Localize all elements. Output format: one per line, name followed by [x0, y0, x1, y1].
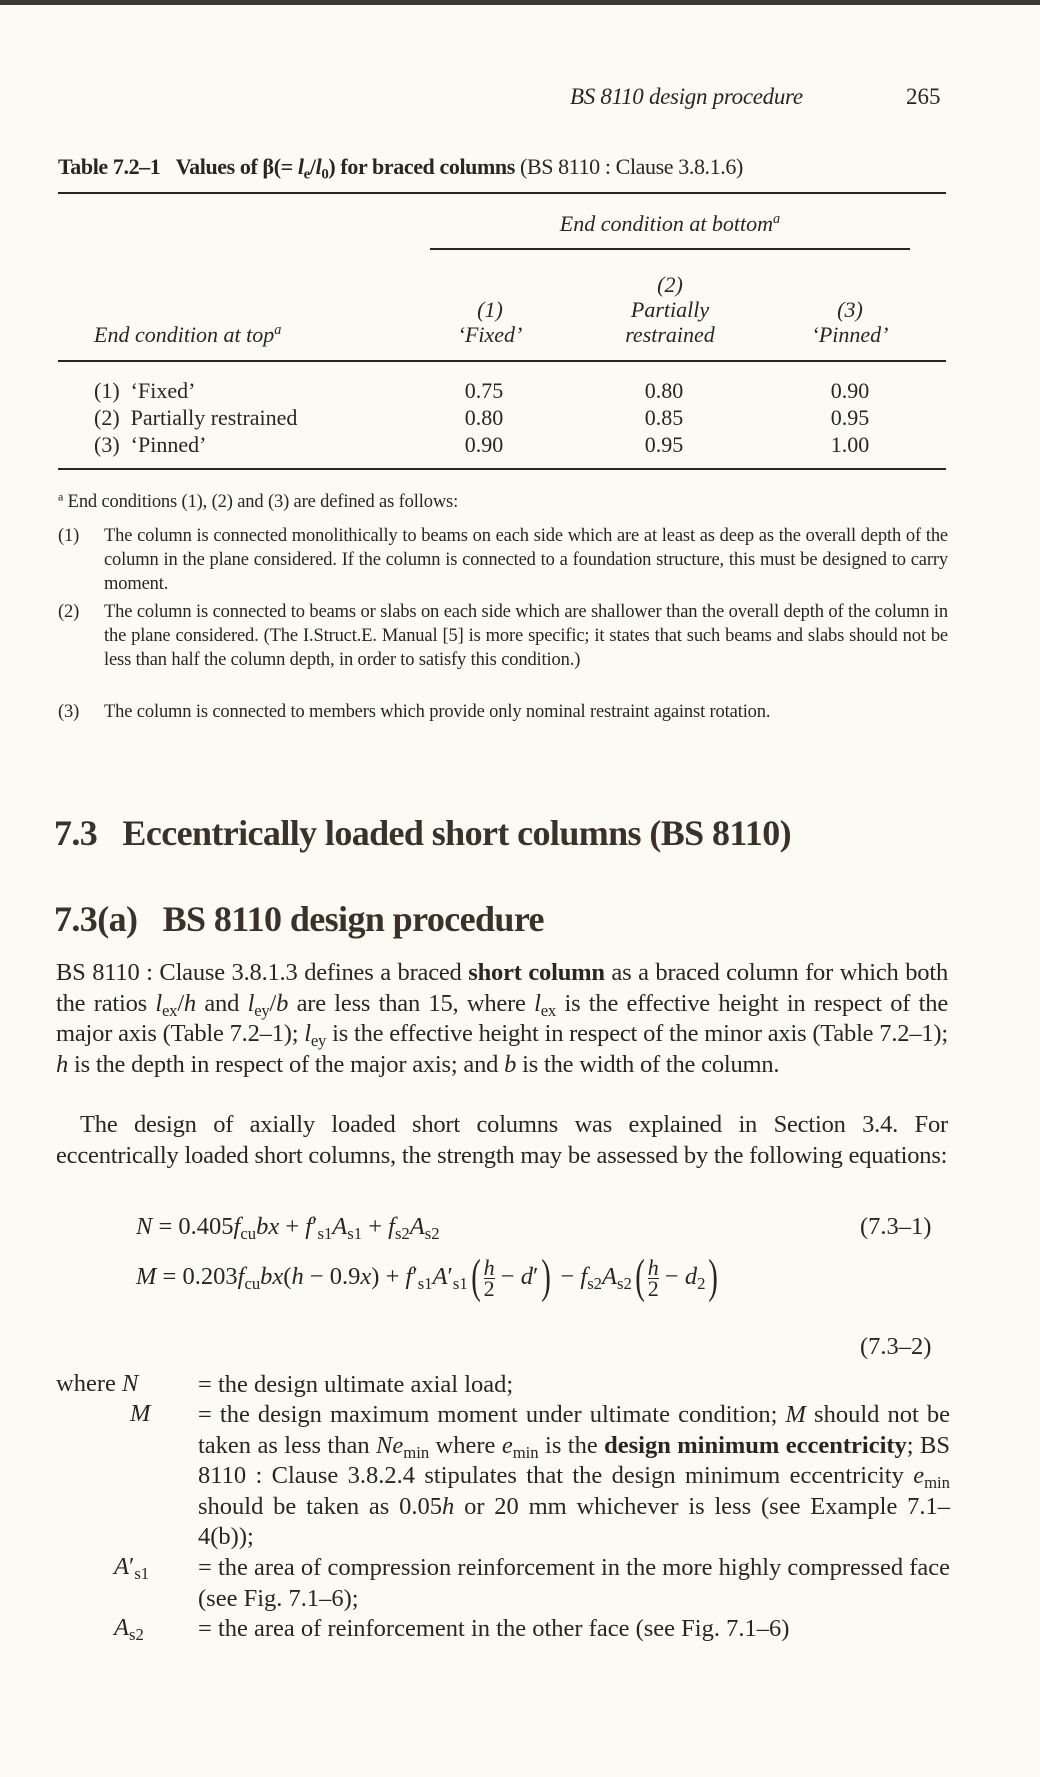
where-definition: = the design ultimate axial load;	[198, 1371, 514, 1398]
table-row: (3) ‘Pinned’	[94, 432, 207, 457]
cell-value: 0.80	[644, 378, 684, 403]
cell-value: 0.90	[830, 378, 870, 403]
body-paragraph: The design of axially loaded short columns was explained in Section 3.4. For eccentrically loaded short columns, the strength may be assessed by the following equations:	[56, 1111, 948, 1169]
subsection-heading: 7.3(a) BS 8110 design procedure	[54, 899, 544, 939]
footnote-item: (1) The column is connected monolithically to beams on each side which are at least as deep as the overall depth of the column in the plane considered. If the column is connected to a foundation structure, this must be designed to carry moment.	[58, 526, 948, 594]
footnote-item: (3) The column is connected to members which provide only nominal restraint against rotation.	[58, 702, 771, 722]
row-header: End condition at top$^a$	[94, 322, 282, 347]
column-header-2: (2) Partially restrained	[625, 272, 715, 347]
where-definition: = the area of reinforcement in the other face (see Fig. 7.1–6)	[198, 1615, 790, 1642]
table-bottom-rule	[58, 468, 946, 470]
table-caption	[58, 154, 743, 183]
footnote-item: (2) The column is connected to beams or slabs on each side which are shallower than the overall depth of the column in the plane considered. (The I.Struct.E. Manual [5] is more specific; it states that such beams and slabs should not be less than half the column depth, in order to satisfy this condition.)	[58, 602, 948, 670]
cell-value: 0.95	[830, 405, 870, 430]
equation-7-3-2: $M = 0.203f_{cu}bx(h - 0.9x) + f'_{s1}A'_{s1}$( $\frac{h}{2}$ − $d') - f_{s2}A_{s2}$( $\frac{h}{2}$ − $d_2$)	[136, 1250, 719, 1304]
table-header-rule	[58, 360, 946, 362]
where-symbol: M	[130, 1400, 151, 1427]
column-header-3: (3) ‘Pinned’	[811, 297, 889, 347]
table-title: Values of $\beta(= l_e/l_0)$ for braced columns	[175, 154, 515, 183]
cell-value: 0.85	[644, 405, 684, 430]
cell-value: 0.80	[464, 405, 504, 430]
cell-value: 0.75	[464, 378, 504, 403]
scan-edge	[0, 0, 1040, 5]
running-head: BS 8110 design procedure	[570, 84, 803, 109]
page-number: 265	[906, 84, 941, 109]
where-symbol: $A'_{s1}$	[114, 1553, 150, 1583]
cell-value: 0.90	[464, 432, 504, 457]
where-intro: where N	[56, 1370, 139, 1397]
table-row: (2) Partially restrained	[94, 405, 298, 430]
table-footnote-intro: $^a$ End conditions (1), (2) and (3) are defined as follows:	[58, 489, 459, 512]
group-header-rule	[430, 248, 910, 250]
cell-value: 0.95	[644, 432, 684, 457]
group-header: End condition at bottom$^a$	[559, 211, 781, 236]
equation-7-3-1: $N = 0.405f_{cu}bx + f'_{s1}A_{s1} + f_{s2}A_{s2}$	[136, 1213, 440, 1243]
where-definition: = the design maximum moment under ultimate condition; M should not be taken as less than $Ne_{min}$ where $e_{min}$ is the design minimum eccentricity; BS 8110 : Clause 3.8.2.4 stipulates that the design minimum eccentricity $e_{min}$ should be taken as 0.05h or 20 mm whichever is less (see Example 7.1–4(b));	[198, 1401, 951, 1550]
equation-label: (7.3–1)	[860, 1213, 932, 1240]
where-symbol: $A_{s2}$	[114, 1614, 144, 1644]
table-label: Table 7.2–1	[58, 154, 161, 179]
section-heading: 7.3 Eccentrically loaded short columns (BS 8110)	[54, 813, 791, 853]
table-source: (BS 8110 : Clause 3.8.1.6)	[520, 154, 743, 179]
cell-value: 1.00	[830, 432, 870, 457]
body-paragraph: BS 8110 : Clause 3.8.1.3 defines a braced short column as a braced column for which both the ratios $l_{ex}/h$ and $l_{ey}/b$ are less than 15, where $l_{ex}$ is the effective height in respect of the major axis (Table 7.2–1); $l_{ey}$ is the effective height in respect of the minor axis (Table 7.2–1); h is the depth in respect of the major axis; and b is the width of the column.	[56, 959, 948, 1078]
equation-label: (7.3–2)	[860, 1333, 932, 1360]
table-row: (1) ‘Fixed’	[94, 378, 196, 403]
where-definition: = the area of compression reinforcement in the more highly compressed face (see Fig. 7.1–6);	[198, 1554, 950, 1612]
table-top-rule	[58, 192, 946, 194]
column-header-1: (1) ‘Fixed’	[457, 297, 523, 347]
